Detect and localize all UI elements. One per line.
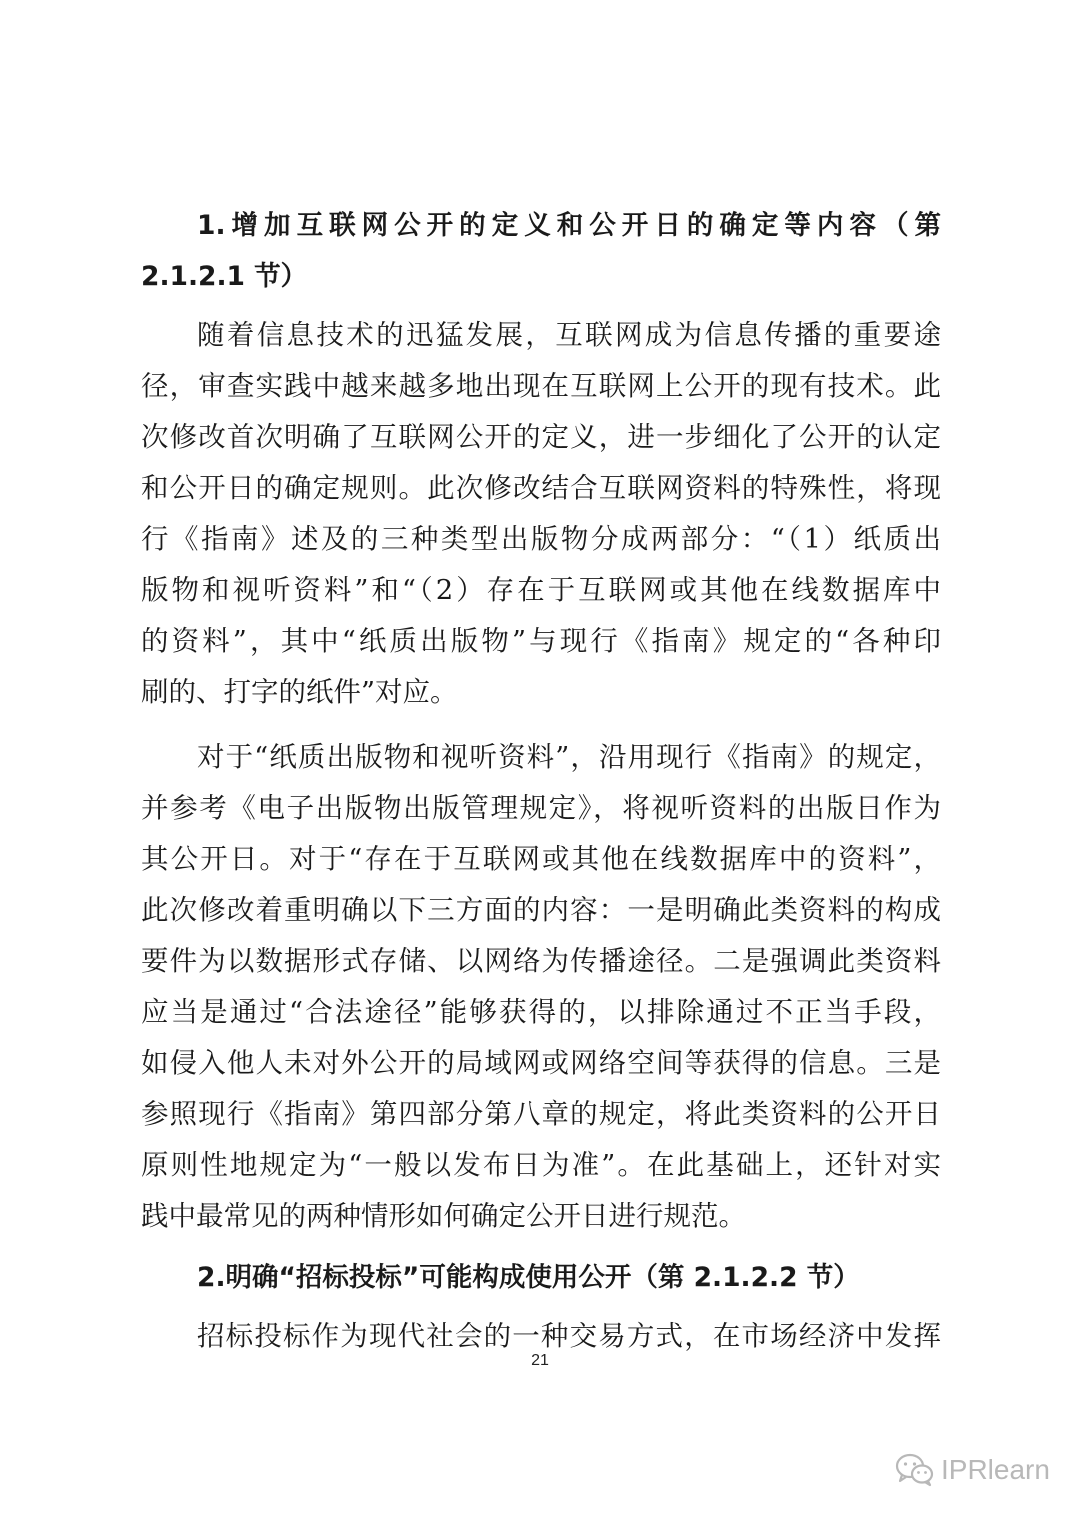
heading-line: 2.明确“招标投标”可能构成使用公开（第 2.1.2.2 节） (197, 1262, 860, 1293)
section-heading-2 (141, 1252, 941, 1303)
heading-line: 2.1.2.1 节） (141, 261, 308, 292)
wechat-icon (895, 1452, 935, 1488)
text-line: 刷的、打字的纸件”对应。 (141, 676, 458, 708)
text-line: 行《指南》述及的三种类型出版物分成两部分：“（1）纸质出 (141, 523, 941, 555)
text-line: 如侵入他人未对外公开的局域网或网络空间等获得的信息。三是 (141, 1047, 941, 1079)
text-line: 此次修改着重明确以下三方面的内容：一是明确此类资料的构成 (141, 894, 941, 926)
text-line: 随着信息技术的迅猛发展，互联网成为信息传播的重要途 (197, 319, 941, 351)
page-number: 21 (531, 1352, 549, 1369)
text-line: 的资料”，其中“纸质出版物”与现行《指南》规定的“各种印 (141, 625, 941, 657)
document-body (141, 200, 941, 1374)
text-line: 参照现行《指南》第四部分第八章的规定，将此类资料的公开日 (141, 1098, 941, 1130)
section-heading-1 (141, 200, 941, 302)
watermark (895, 1448, 1050, 1492)
text-line: 对于“纸质出版物和视听资料”，沿用现行《指南》的规定， (197, 741, 941, 773)
text-line: 招标投标作为现代社会的一种交易方式，在市场经济中发挥 (197, 1320, 941, 1352)
heading-line: 1.增加互联网公开的定义和公开日的确定等内容（第 (197, 210, 941, 241)
paragraph-1 (141, 310, 941, 718)
text-line: 应当是通过“合法途径”能够获得的，以排除通过不正当手段， (141, 996, 941, 1028)
paragraph-2 (141, 732, 941, 1242)
text-line: 其公开日。对于“存在于互联网或其他在线数据库中的资料”， (141, 843, 941, 875)
watermark-text: IPRlearn (941, 1454, 1050, 1485)
text-line: 原则性地规定为“一般以发布日为准”。在此基础上，还针对实 (141, 1149, 941, 1181)
text-line: 和公开日的确定规则。此次修改结合互联网资料的特殊性，将现 (141, 472, 941, 504)
text-line: 径，审查实践中越来越多地出现在互联网上公开的现有技术。此 (141, 370, 941, 402)
text-line: 践中最常见的两种情形如何确定公开日进行规范。 (141, 1200, 746, 1232)
text-line: 次修改首次明确了互联网公开的定义，进一步细化了公开的认定 (141, 421, 941, 453)
text-line: 要件为以数据形式存储、以网络为传播途径。二是强调此类资料 (141, 945, 941, 977)
text-line: 并参考《电子出版物出版管理规定》，将视听资料的出版日作为 (141, 792, 941, 824)
text-line: 版物和视听资料”和“（2）存在于互联网或其他在线数据库中 (141, 574, 941, 606)
